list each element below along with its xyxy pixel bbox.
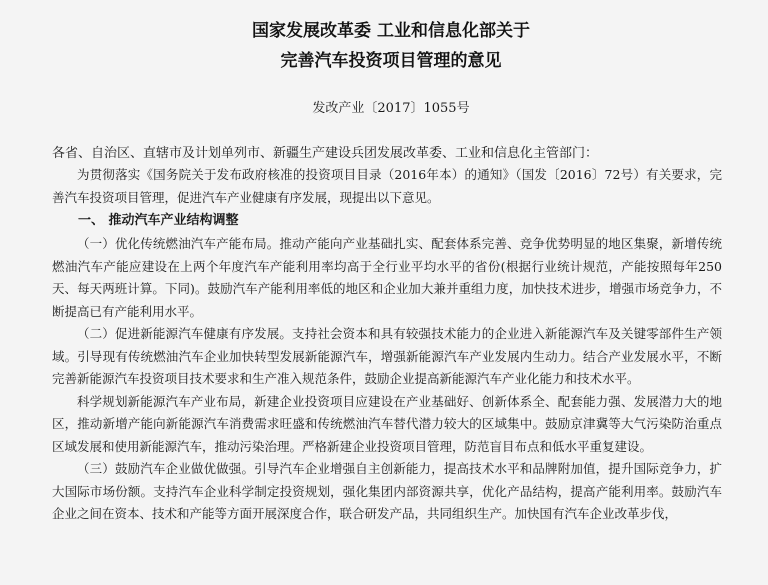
paragraph: （三）鼓励汽车企业做优做强。引导汽车企业增强自主创新能力，提高技术水平和品牌附加值，提升国际竞争力，扩大国际市场份额。支持汽车企业科学制定投资规划，强化集团内部资源共享，优化产品结构，提高产能利用率。鼓励汽车企业之间在资本、技术和产能等方面开展深度合作，联合研发产品，共同组织生产。加快国有汽车企业改革步伐， [52, 461, 722, 521]
document-number: 发改产业〔2017〕1055号 [312, 101, 470, 116]
paragraph: 为贯彻落实《国务院关于发布政府核准的投资项目目录（2016年本）的通知》（国发〔2016〕72号）有关要求，完善汽车投资项目管理，促进汽车产业健康有序发展，现提出以下意见。 [52, 167, 722, 205]
title-line-1: 国家发展改革委 工业和信息化部关于 [252, 21, 530, 41]
title-line-2: 完善汽车投资项目管理的意见 [280, 51, 502, 71]
paragraph: 科学规划新能源汽车产业布局，新建企业投资项目应建设在产业基础好、创新体系全、配套能力强、发展潜力大的地区，推动新增产能向新能源汽车消费需求旺盛和传统燃油汽车替代潜力较大的区域集中。鼓励京津冀等大气污染防治重点区域发展和使用新能源汽车，推动污染治理。严格新建企业投资项目管理，防范盲目布点和低水平重复建设。 [52, 393, 722, 454]
section-heading: 一、 推动汽车产业结构调整 [78, 213, 239, 228]
document-title [60, 16, 722, 76]
addressee: 各省、自治区、直辖市及计划单列市、新疆生产建设兵团发展改革委、工业和信息化主管部门： [52, 146, 599, 161]
paragraph: （二）促进新能源汽车健康有序发展。支持社会资本和具有较强技术能力的企业进入新能源汽车及关键零部件生产领域。引导现有传统燃油汽车企业加快转型发展新能源汽车，增强新能源汽车产业发展内生动力。结合产业发展水平，不断完善新能源汽车投资项目技术要求和生产准入规范条件，鼓励企业提高新能源汽车产业化能力和技术水平。 [52, 326, 722, 386]
paragraph: （一）优化传统燃油汽车产能布局。推动产能向产业基础扎实、配套体系完善、竞争优势明显的地区集聚，新增传统燃油汽车产能应建设在上两个年度汽车产能利用率均高于全行业平均水平的省份(根据行业统计规范，产能按照每年250天、每天两班计算。下同)。鼓励汽车产能利用率低的地区和企业加大兼并重组力度，加快技术进步，增强市场竞争力，不断提高已有产能利用水平。 [52, 236, 722, 319]
document-body [52, 164, 722, 526]
